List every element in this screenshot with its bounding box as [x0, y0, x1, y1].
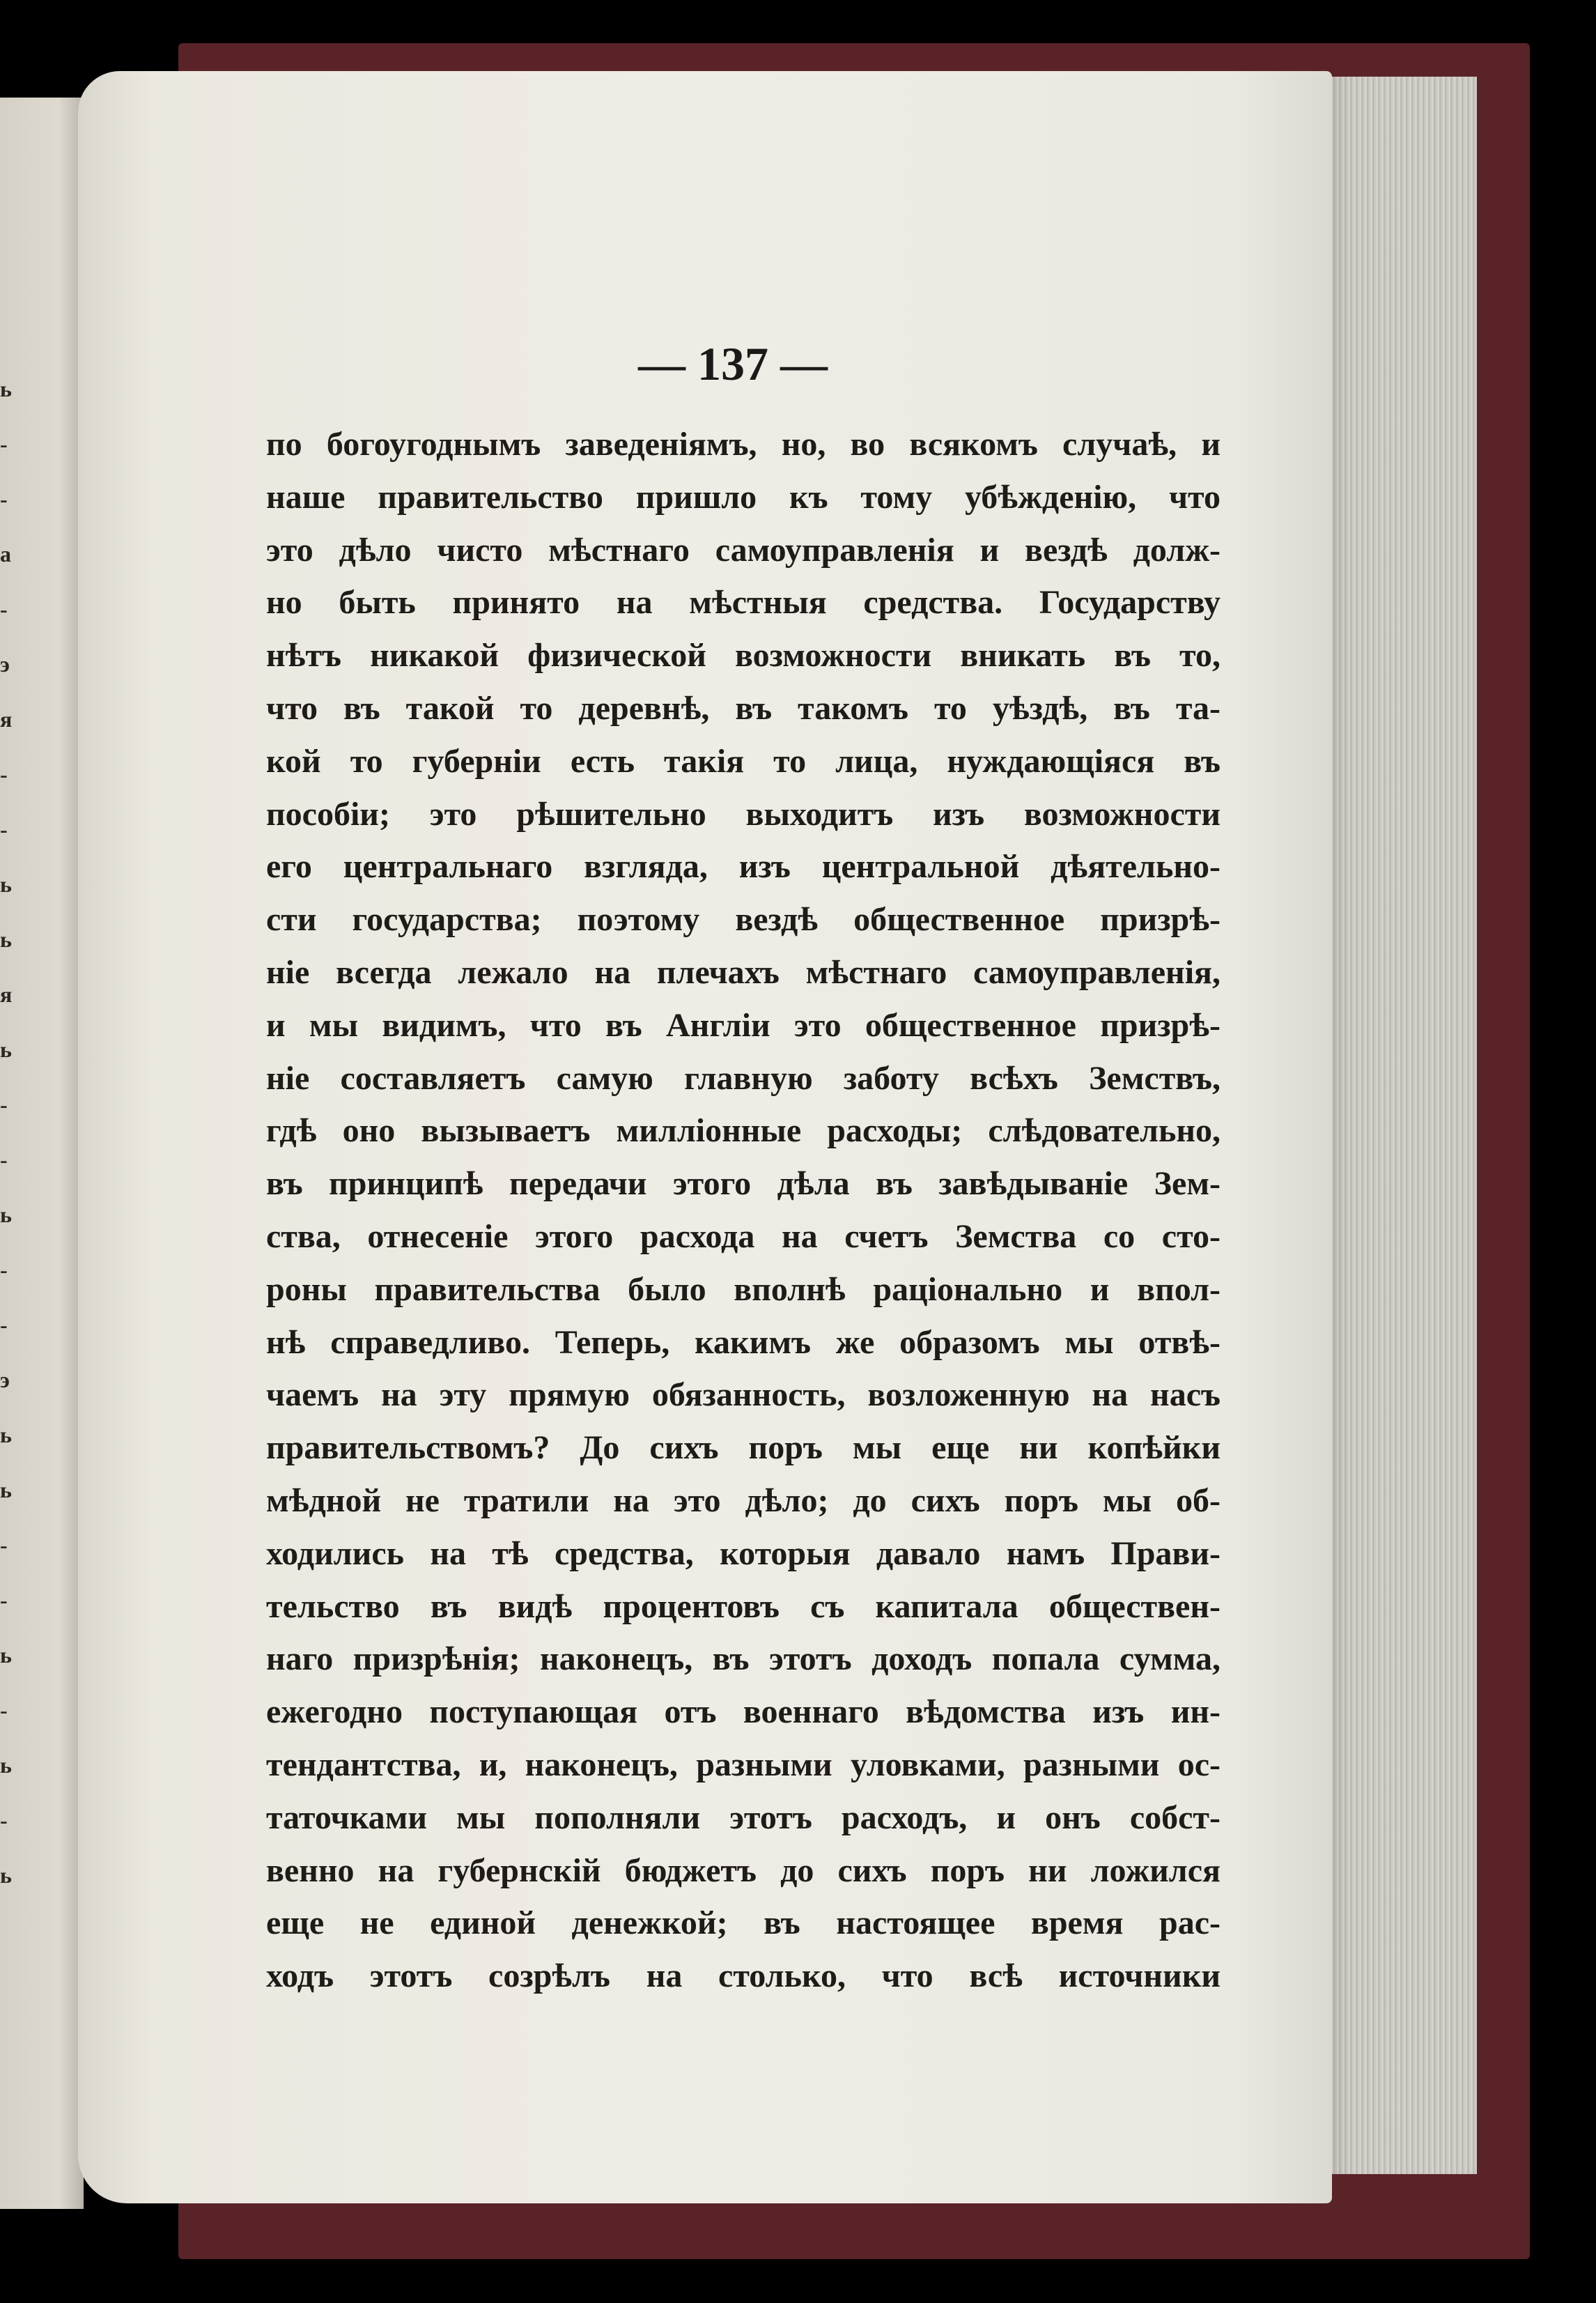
previous-page-fragment: ь [0, 1477, 12, 1502]
text-line: наше правительство пришло къ тому убѣжденію, что [266, 478, 1221, 516]
text-line: нѣ справедливо. Теперь, какимъ же образомъ мы отвѣ- [266, 1323, 1221, 1361]
text-line: тендантства, и, наконецъ, разными уловками, разными ос- [266, 1746, 1221, 1783]
text-line: кой то губерніи есть такія то лица, нуждающіяся въ [266, 742, 1221, 780]
text-line: ходъ этотъ созрѣлъ на столько, что всѣ источники [266, 1957, 1221, 1995]
text-line: ежегодно поступающая отъ военнаго вѣдомства изъ ин- [266, 1693, 1221, 1731]
previous-page-fragment: ь [0, 1753, 12, 1778]
text-line: тельство въ видѣ процентовъ съ капитала обществен- [266, 1587, 1221, 1625]
book-page [78, 71, 1332, 2203]
previous-page-fragment: - [0, 1697, 8, 1723]
previous-page-fragment: а [0, 541, 11, 567]
previous-page-edge [0, 98, 84, 2209]
text-line: пособіи; это рѣшительно выходитъ изъ возможности [266, 795, 1221, 833]
previous-page-fragment: - [0, 596, 8, 622]
previous-page-fragment: - [0, 431, 8, 456]
text-line: роны правительства было вполнѣ раціонально и впол- [266, 1270, 1221, 1308]
previous-page-fragment: ь [0, 1202, 12, 1227]
text-line: правительствомъ? До сихъ поръ мы еще ни копѣйки [266, 1429, 1221, 1467]
text-line: еще не единой денежкой; въ настоящее время рас- [266, 1904, 1221, 1942]
previous-page-fragment: э [0, 652, 10, 677]
previous-page-fragment: э [0, 1367, 10, 1392]
text-line: сти государства; поэтому вездѣ общественное призрѣ- [266, 901, 1221, 939]
previous-page-fragment: - [0, 1147, 8, 1172]
previous-page-fragment: ь [0, 1863, 12, 1888]
text-line: ніе всегда лежало на плечахъ мѣстнаго самоуправленія, [266, 954, 1221, 991]
previous-page-fragment: ь [0, 872, 12, 897]
text-line: нѣтъ никакой физической возможности вникать въ то, [266, 637, 1221, 675]
text-line: ніе составляетъ самую главную заботу всѣхъ Земствъ, [266, 1059, 1221, 1097]
text-line: и мы видимъ, что въ Англіи это общественное призрѣ- [266, 1006, 1221, 1044]
previous-page-fragment: - [0, 1587, 8, 1612]
previous-page-fragment: я [0, 707, 13, 732]
previous-page-fragment: - [0, 486, 8, 511]
text-line: его центральнаго взгляда, изъ центральной дѣятельно- [266, 848, 1221, 886]
text-line: гдѣ оно вызываетъ милліонные расходы; слѣдовательно, [266, 1112, 1221, 1150]
previous-page-fragment: - [0, 1808, 8, 1833]
text-line: это дѣло чисто мѣстнаго самоуправленія и вездѣ долж- [266, 531, 1221, 569]
text-line: по богоугоднымъ заведеніямъ, но, во всякомъ случаѣ, и [266, 426, 1221, 463]
previous-page-fragment: - [0, 1312, 8, 1337]
text-line: но быть принято на мѣстныя средства. Государству [266, 584, 1221, 622]
text-line: мѣдной не тратили на это дѣло; до сихъ поръ мы об- [266, 1482, 1221, 1519]
page-number: — 137 — [638, 337, 828, 390]
previous-page-fragment: ь [0, 927, 12, 952]
text-line: таточками мы пополняли этотъ расходъ, и онъ собст- [266, 1799, 1221, 1836]
previous-page-fragment: ь [0, 376, 12, 401]
previous-page-fragment: я [0, 982, 13, 1007]
previous-page-fragment: - [0, 817, 8, 842]
body-text [266, 419, 1221, 2008]
text-line: что въ такой то деревнѣ, въ такомъ то уѣздѣ, въ та- [266, 690, 1221, 727]
text-line: ства, отнесеніе этого расхода на счетъ Земства со сто- [266, 1218, 1221, 1255]
text-line: наго призрѣнія; наконецъ, въ этотъ доходъ попала сумма, [266, 1640, 1221, 1678]
previous-page-fragment: - [0, 762, 8, 787]
text-line: чаемъ на эту прямую обязанность, возложенную на насъ [266, 1376, 1221, 1414]
previous-page-fragment: - [0, 1532, 8, 1557]
previous-page-fragment: ь [0, 1422, 12, 1447]
previous-page-fragment: - [0, 1257, 8, 1282]
previous-page-fragment: ь [0, 1642, 12, 1667]
text-line: венно на губернскій бюджетъ до сихъ поръ ни ложился [266, 1851, 1221, 1889]
previous-page-fragment: ь [0, 1037, 12, 1062]
previous-page-fragment: - [0, 1092, 8, 1117]
text-line: въ принципѣ передачи этого дѣла въ завѣдываніе Зем- [266, 1165, 1221, 1203]
text-line: ходились на тѣ средства, которыя давало намъ Прави- [266, 1534, 1221, 1572]
